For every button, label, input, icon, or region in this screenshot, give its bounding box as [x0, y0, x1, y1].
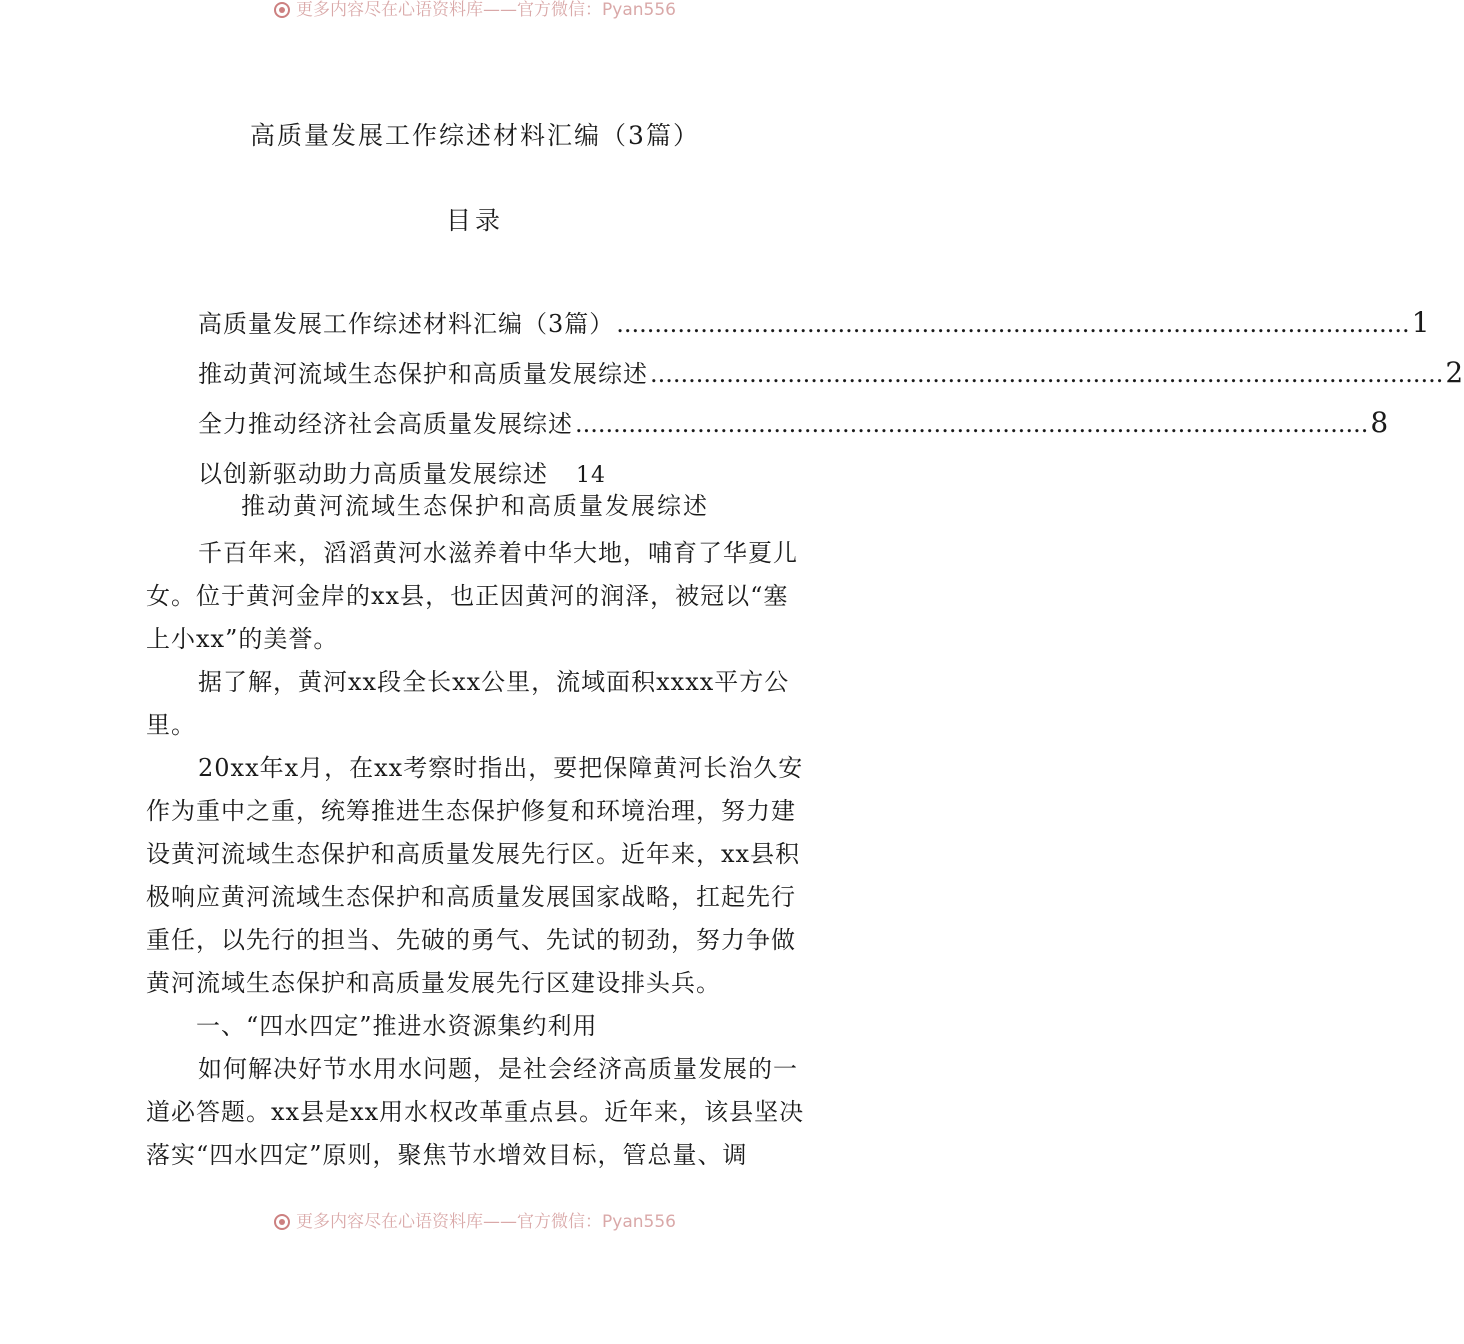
body-paragraph: 20xx年x月，在xx考察时指出，要把保障黄河长治久安作为重中之重，统筹推进生态保护修复和环境治理，努力建设黄河流域生态保护和高质量发展先行区。近年来，xx县积极响应黄河流域生态保护和高质量发展国家战略，扛起先行重任，以先行的担当、先破的勇气、先试的韧劲，努力争做黄河流域生态保护和高质量发展先行区建设排头兵。 [146, 754, 804, 997]
article-title: 推动黄河流域生态保护和高质量发展综述 [241, 492, 709, 520]
watermark-text: 更多内容尽在心语资料库——官方微信：Pyan556 [296, 1212, 676, 1232]
table-of-contents [198, 304, 1464, 496]
toc-heading: 目录 [445, 206, 504, 235]
watermark-top [0, 0, 950, 20]
document-title: 高质量发展工作综述材料汇编（3篇） [250, 121, 700, 150]
toc-leader-dots: ........................................................................................................ [650, 360, 1444, 388]
toc-entry-page: 2 [1445, 356, 1464, 389]
toc-entry-page: 1 [1411, 306, 1431, 339]
toc-entry-page: 14 [576, 463, 606, 488]
toc-entry-label: 推动黄河流域生态保护和高质量发展综述 [198, 360, 648, 388]
toc-leader-dots: ........................................................................................................ [575, 410, 1369, 438]
toc-entry-label: 全力推动经济社会高质量发展综述 [198, 410, 573, 438]
watermark-logo-icon [274, 1214, 290, 1230]
watermark-bottom [0, 1212, 950, 1232]
toc-entry-page: 8 [1370, 406, 1390, 439]
toc-entry[interactable] [198, 404, 1390, 454]
toc-entry-label: 以创新驱动助力高质量发展综述 [198, 460, 548, 488]
section-heading: 一、“四水四定”推进水资源集约利用 [196, 1012, 598, 1040]
toc-leader-dots: ........................................................................................................ [616, 310, 1410, 338]
body-paragraph: 如何解决好节水用水问题，是社会经济高质量发展的一道必答题。xx县是xx用水权改革重点县。近年来，该县坚决落实“四水四定”原则，聚焦节水增效目标，管总量、调 [146, 1055, 805, 1169]
body-paragraph: 据了解，黄河xx段全长xx公里，流域面积xxxx平方公里。 [146, 668, 790, 739]
watermark-text: 更多内容尽在心语资料库——官方微信：Pyan556 [296, 0, 676, 20]
body-paragraph: 千百年来，滔滔黄河水滋养着中华大地，哺育了华夏儿女。位于黄河金岸的xx县，也正因黄河的润泽，被冠以“塞上小xx”的美誉。 [146, 539, 798, 653]
toc-entry[interactable] [198, 304, 1431, 354]
toc-entry-label: 高质量发展工作综述材料汇编（3篇） [198, 310, 615, 338]
article-body [146, 532, 806, 1177]
toc-entry[interactable] [198, 354, 1464, 404]
watermark-logo-icon [274, 2, 290, 18]
